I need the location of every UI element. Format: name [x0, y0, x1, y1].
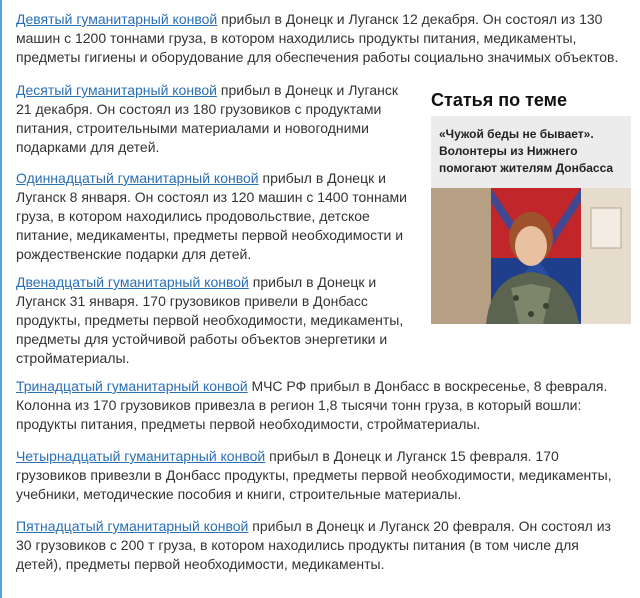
link-convoy-11[interactable]: Одиннадцатый гуманитарный конвой [16, 170, 259, 186]
link-convoy-10[interactable]: Десятый гуманитарный конвой [16, 82, 217, 98]
person-with-flag-photo[interactable] [431, 188, 631, 324]
paragraph-text: прибыл в Донецк и Луганск 15 февраля. 170 грузовиков привезли в Донбасс продукты, предметы первой необходимости, медикаменты, учебники, методические пособия и книги, строительные материалы. [16, 448, 612, 502]
paragraph-convoy-15 [16, 517, 616, 574]
paragraph-convoy-11 [16, 169, 416, 264]
paragraph-convoy-10 [16, 81, 416, 157]
paragraph-convoy-13 [16, 377, 616, 434]
paragraph-text: прибыл в Донецк и Луганск 21 декабря. Он состоял из 180 грузовиков с продуктами питания, строительными материалами и новогодними подарками для детей. [16, 82, 398, 155]
paragraph-text: прибыл в Донецк и Луганск 12 декабря. Он состоял из 130 машин с 1200 тоннами груза, в котором находились продукты питания, медикаменты, предметы гигиены и оборудование для обеспечения работы социально значимых объектов. [16, 11, 619, 65]
paragraph-text: МЧС РФ прибыл в Донбасс в воскресенье, 8 февраля. Колонна из 170 грузовиков привезла в регион 1,8 тысячи тонн груза, в который вошли: продукты питания, предметы первой необходимости, стройматериалы. [16, 378, 608, 432]
related-article-card[interactable] [431, 116, 631, 324]
link-convoy-9[interactable]: Девятый гуманитарный конвой [16, 11, 218, 27]
paragraph-text: прибыл в Донецк и Луганск 8 января. Он состоял из 120 машин с 1400 тоннами груза, в котором находились продовольствие, детское питание, медикаменты, предметы первой необходимости и рождественские подарки для детей. [16, 170, 407, 262]
related-article-link[interactable]: «Чужой беды не бывает». Волонтеры из Нижнего помогают жителям Донбасса [439, 127, 614, 175]
link-convoy-15[interactable]: Пятнадцатый гуманитарный конвой [16, 518, 249, 534]
related-title: Статья по теме [431, 90, 567, 110]
paragraph-text: прибыл в Донецк и Луганск 31 января. 170 грузовиков привели в Донбасс продукты, предметы первой необходимости, медикаменты, предметы для устойчивой работы объектов энергетики и стройматериалы. [16, 274, 404, 366]
paragraph-text: прибыл в Донецк и Луганск 20 февраля. Он состоял из 30 грузовиков с 200 т груза, в котором находились продукты питания (в том числе для детей), предметы первой необходимости, медикаменты. [16, 518, 611, 572]
related-article-box [431, 82, 631, 325]
paragraph-convoy-9 [16, 10, 628, 67]
left-border [0, 0, 2, 598]
paragraph-convoy-14 [16, 447, 616, 504]
photo-illustration [431, 188, 631, 324]
link-convoy-13[interactable]: Тринадцатый гуманитарный конвой [16, 378, 248, 394]
link-convoy-12[interactable]: Двенадцатый гуманитарный конвой [16, 274, 249, 290]
paragraph-convoy-12 [16, 273, 416, 368]
link-convoy-14[interactable]: Четырнадцатый гуманитарный конвой [16, 448, 266, 464]
